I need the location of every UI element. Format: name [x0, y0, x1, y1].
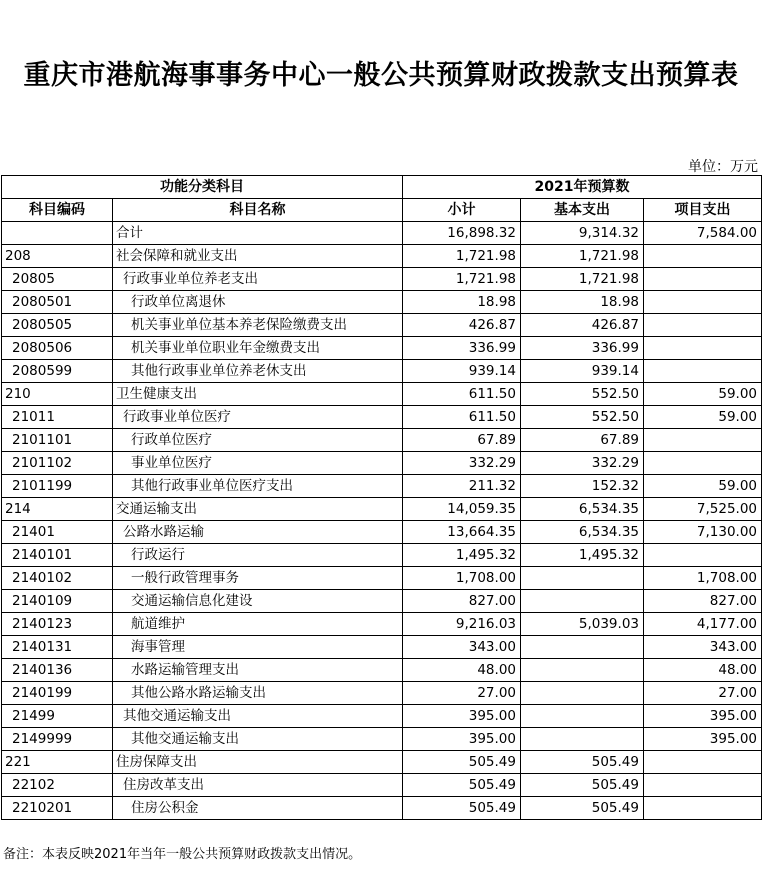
table-row	[2, 452, 762, 475]
row-basic	[521, 705, 644, 728]
table-row	[2, 314, 762, 337]
row-project	[644, 774, 762, 797]
row-code: 21401	[2, 521, 113, 544]
row-subtotal: 1,721.98	[403, 268, 521, 291]
row-project	[644, 797, 762, 820]
row-code: 2149999	[2, 728, 113, 751]
row-code: 21499	[2, 705, 113, 728]
row-code: 2101199	[2, 475, 113, 498]
table-row	[2, 751, 762, 774]
row-basic: 9,314.32	[521, 222, 644, 245]
header-budget-year: 2021年预算数	[403, 176, 762, 199]
table-row	[2, 590, 762, 613]
row-subtotal: 1,721.98	[403, 245, 521, 268]
row-code: 21011	[2, 406, 113, 429]
row-code: 2080505	[2, 314, 113, 337]
row-subtotal: 426.87	[403, 314, 521, 337]
row-basic	[521, 728, 644, 751]
footnote: 备注：本表反映2021年当年一般公共预算财政拨款支出情况。	[3, 847, 362, 862]
row-project: 7,130.00	[644, 521, 762, 544]
row-project: 59.00	[644, 383, 762, 406]
row-basic	[521, 636, 644, 659]
row-name: 行政运行	[113, 544, 403, 567]
row-project: 27.00	[644, 682, 762, 705]
row-code: 208	[2, 245, 113, 268]
row-code: 20805	[2, 268, 113, 291]
table-row	[2, 337, 762, 360]
row-subtotal: 211.32	[403, 475, 521, 498]
row-project	[644, 291, 762, 314]
row-subtotal: 505.49	[403, 751, 521, 774]
row-subtotal: 827.00	[403, 590, 521, 613]
row-basic: 6,534.35	[521, 521, 644, 544]
row-code: 2080501	[2, 291, 113, 314]
row-project	[644, 751, 762, 774]
row-subtotal: 13,664.35	[403, 521, 521, 544]
row-project	[644, 360, 762, 383]
row-subtotal: 611.50	[403, 406, 521, 429]
row-project: 343.00	[644, 636, 762, 659]
row-project: 1,708.00	[644, 567, 762, 590]
row-basic: 6,534.35	[521, 498, 644, 521]
row-name: 海事管理	[113, 636, 403, 659]
row-name: 机关事业单位职业年金缴费支出	[113, 337, 403, 360]
table-row	[2, 636, 762, 659]
row-project: 4,177.00	[644, 613, 762, 636]
row-name: 住房保障支出	[113, 751, 403, 774]
row-project	[644, 544, 762, 567]
table-row	[2, 475, 762, 498]
row-project	[644, 429, 762, 452]
table-row	[2, 222, 762, 245]
row-subtotal: 505.49	[403, 797, 521, 820]
header-code: 科目编码	[2, 199, 113, 222]
row-name: 其他公路水路运输支出	[113, 682, 403, 705]
row-name: 合计	[113, 222, 403, 245]
row-project	[644, 245, 762, 268]
row-project: 59.00	[644, 475, 762, 498]
budget-table	[1, 175, 762, 820]
row-basic: 1,721.98	[521, 245, 644, 268]
row-basic	[521, 567, 644, 590]
row-basic: 552.50	[521, 383, 644, 406]
row-subtotal: 16,898.32	[403, 222, 521, 245]
table-row	[2, 429, 762, 452]
table-row	[2, 567, 762, 590]
row-project	[644, 314, 762, 337]
row-code: 2140123	[2, 613, 113, 636]
header-basic: 基本支出	[521, 199, 644, 222]
table-row	[2, 521, 762, 544]
row-name: 其他交通运输支出	[113, 728, 403, 751]
table-row	[2, 705, 762, 728]
row-subtotal: 505.49	[403, 774, 521, 797]
table-body	[2, 222, 762, 820]
row-name: 公路水路运输	[113, 521, 403, 544]
row-project	[644, 337, 762, 360]
row-code: 2080506	[2, 337, 113, 360]
row-project: 395.00	[644, 705, 762, 728]
row-subtotal: 1,708.00	[403, 567, 521, 590]
row-basic: 505.49	[521, 797, 644, 820]
row-basic: 67.89	[521, 429, 644, 452]
row-subtotal: 18.98	[403, 291, 521, 314]
table-row	[2, 544, 762, 567]
row-basic	[521, 590, 644, 613]
row-name: 水路运输管理支出	[113, 659, 403, 682]
row-code: 221	[2, 751, 113, 774]
row-name: 卫生健康支出	[113, 383, 403, 406]
row-project: 827.00	[644, 590, 762, 613]
row-name: 行政单位医疗	[113, 429, 403, 452]
row-subtotal: 48.00	[403, 659, 521, 682]
row-subtotal: 939.14	[403, 360, 521, 383]
header-function-category: 功能分类科目	[2, 176, 403, 199]
header-column-row	[2, 199, 762, 222]
row-code: 2140199	[2, 682, 113, 705]
row-basic: 336.99	[521, 337, 644, 360]
row-subtotal: 332.29	[403, 452, 521, 475]
row-basic: 5,039.03	[521, 613, 644, 636]
row-subtotal: 1,495.32	[403, 544, 521, 567]
row-project	[644, 268, 762, 291]
table-row	[2, 498, 762, 521]
row-code: 2140131	[2, 636, 113, 659]
row-name: 机关事业单位基本养老保险缴费支出	[113, 314, 403, 337]
row-basic	[521, 682, 644, 705]
row-name: 行政事业单位养老支出	[113, 268, 403, 291]
row-subtotal: 27.00	[403, 682, 521, 705]
row-name: 其他交通运输支出	[113, 705, 403, 728]
header-project: 项目支出	[644, 199, 762, 222]
row-code: 2210201	[2, 797, 113, 820]
row-subtotal: 9,216.03	[403, 613, 521, 636]
table-row	[2, 774, 762, 797]
row-name: 住房改革支出	[113, 774, 403, 797]
row-basic: 505.49	[521, 774, 644, 797]
row-subtotal: 67.89	[403, 429, 521, 452]
table-row	[2, 406, 762, 429]
table-row	[2, 268, 762, 291]
row-code: 2140102	[2, 567, 113, 590]
row-subtotal: 14,059.35	[403, 498, 521, 521]
page-title: 重庆市港航海事事务中心一般公共预算财政拨款支出预算表	[23, 60, 739, 91]
table-row	[2, 360, 762, 383]
row-name: 其他行政事业单位医疗支出	[113, 475, 403, 498]
row-basic: 332.29	[521, 452, 644, 475]
row-subtotal: 611.50	[403, 383, 521, 406]
row-basic: 18.98	[521, 291, 644, 314]
row-name: 一般行政管理事务	[113, 567, 403, 590]
table-row	[2, 682, 762, 705]
row-name: 事业单位医疗	[113, 452, 403, 475]
row-name: 社会保障和就业支出	[113, 245, 403, 268]
row-project: 59.00	[644, 406, 762, 429]
row-project	[644, 452, 762, 475]
row-name: 行政单位离退休	[113, 291, 403, 314]
table-row	[2, 383, 762, 406]
row-project: 7,525.00	[644, 498, 762, 521]
table-row	[2, 728, 762, 751]
row-subtotal: 343.00	[403, 636, 521, 659]
row-basic: 552.50	[521, 406, 644, 429]
row-project: 7,584.00	[644, 222, 762, 245]
row-basic: 152.32	[521, 475, 644, 498]
row-code: 2101101	[2, 429, 113, 452]
row-basic: 1,495.32	[521, 544, 644, 567]
table-row	[2, 613, 762, 636]
row-basic	[521, 659, 644, 682]
row-code: 2140101	[2, 544, 113, 567]
row-basic: 939.14	[521, 360, 644, 383]
row-code	[2, 222, 113, 245]
row-code: 214	[2, 498, 113, 521]
table-row	[2, 659, 762, 682]
row-project: 48.00	[644, 659, 762, 682]
row-name: 航道维护	[113, 613, 403, 636]
unit-label: 单位：万元	[688, 159, 758, 175]
row-name: 住房公积金	[113, 797, 403, 820]
row-basic: 505.49	[521, 751, 644, 774]
row-name: 行政事业单位医疗	[113, 406, 403, 429]
row-code: 210	[2, 383, 113, 406]
row-subtotal: 395.00	[403, 728, 521, 751]
row-basic: 426.87	[521, 314, 644, 337]
header-group-row	[2, 176, 762, 199]
row-name: 交通运输信息化建设	[113, 590, 403, 613]
row-code: 22102	[2, 774, 113, 797]
table-row	[2, 797, 762, 820]
header-subtotal: 小计	[403, 199, 521, 222]
row-code: 2140109	[2, 590, 113, 613]
row-code: 2101102	[2, 452, 113, 475]
row-project: 395.00	[644, 728, 762, 751]
row-subtotal: 395.00	[403, 705, 521, 728]
row-code: 2080599	[2, 360, 113, 383]
row-basic: 1,721.98	[521, 268, 644, 291]
row-subtotal: 336.99	[403, 337, 521, 360]
header-name: 科目名称	[113, 199, 403, 222]
row-code: 2140136	[2, 659, 113, 682]
table-row	[2, 291, 762, 314]
row-name: 交通运输支出	[113, 498, 403, 521]
row-name: 其他行政事业单位养老休支出	[113, 360, 403, 383]
table-row	[2, 245, 762, 268]
